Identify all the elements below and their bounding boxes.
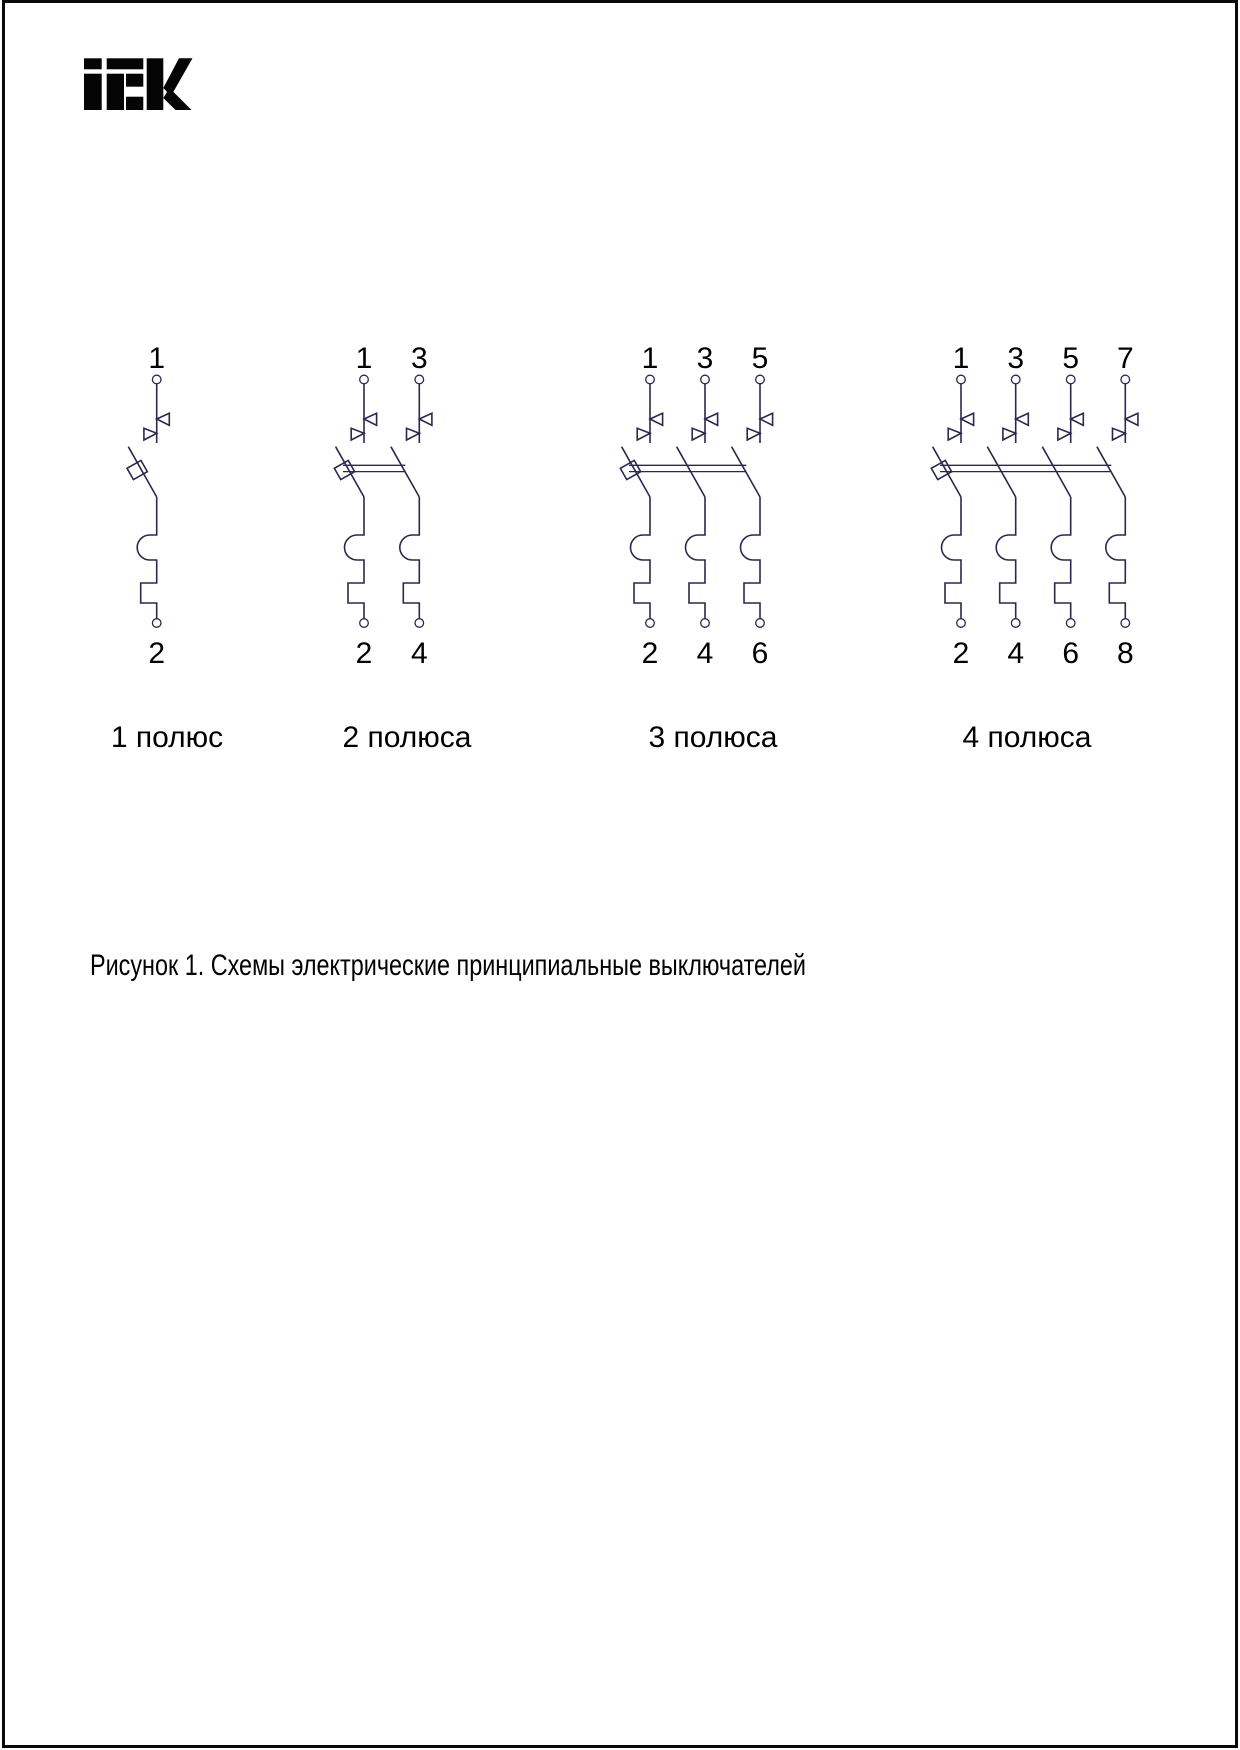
terminal-label-bottom: 4 <box>696 637 714 670</box>
breaker-diagram-4pole <box>931 342 1138 754</box>
pole-symbol <box>391 375 432 627</box>
pole-symbol <box>931 375 973 627</box>
terminal-label-top: 1 <box>148 342 166 375</box>
terminal-label-bottom: 6 <box>1062 637 1080 670</box>
terminal-label-bottom: 4 <box>1007 637 1025 670</box>
terminal-label-top: 1 <box>641 342 659 375</box>
diagram-caption: 3 полюса <box>648 721 778 754</box>
terminal-label-bottom: 2 <box>148 637 166 670</box>
pole-symbol <box>1042 375 1083 627</box>
pole-symbol <box>677 375 718 627</box>
terminal-label-top: 3 <box>1007 342 1025 375</box>
figure-caption: Рисунок 1. Схемы электрические принципиальные выключателей <box>90 949 806 982</box>
diagram-caption: 1 полюс <box>110 721 224 754</box>
terminal-label-top: 1 <box>952 342 970 375</box>
pole-symbol <box>732 375 773 627</box>
pole-symbol <box>334 375 376 627</box>
terminal-label-top: 7 <box>1116 342 1134 375</box>
breaker-diagram-3pole <box>620 342 777 754</box>
logo-letter-k <box>147 58 193 110</box>
pole-symbol <box>620 375 662 627</box>
diagram-caption: 2 полюса <box>342 721 472 754</box>
breaker-diagram-2pole <box>334 342 471 754</box>
terminal-label-bottom: 6 <box>751 637 769 670</box>
terminal-label-bottom: 2 <box>952 637 970 670</box>
diagram-caption: 4 полюса <box>962 721 1092 754</box>
pole-symbol <box>127 375 169 627</box>
breaker-diagram-1pole <box>111 342 223 754</box>
terminal-label-top: 5 <box>1062 342 1080 375</box>
pole-symbol <box>987 375 1028 627</box>
logo-letter-e <box>107 58 144 110</box>
terminal-label-bottom: 2 <box>355 637 373 670</box>
iek-logo <box>84 58 193 110</box>
terminal-label-bottom: 4 <box>410 637 428 670</box>
terminal-label-top: 5 <box>751 342 769 375</box>
terminal-label-bottom: 2 <box>641 637 659 670</box>
terminal-label-top: 3 <box>410 342 428 375</box>
terminal-label-top: 1 <box>355 342 373 375</box>
pole-symbol <box>1097 375 1138 627</box>
logo-letter-i <box>84 58 102 110</box>
terminal-label-top: 3 <box>696 342 714 375</box>
terminal-label-bottom: 8 <box>1116 637 1134 670</box>
